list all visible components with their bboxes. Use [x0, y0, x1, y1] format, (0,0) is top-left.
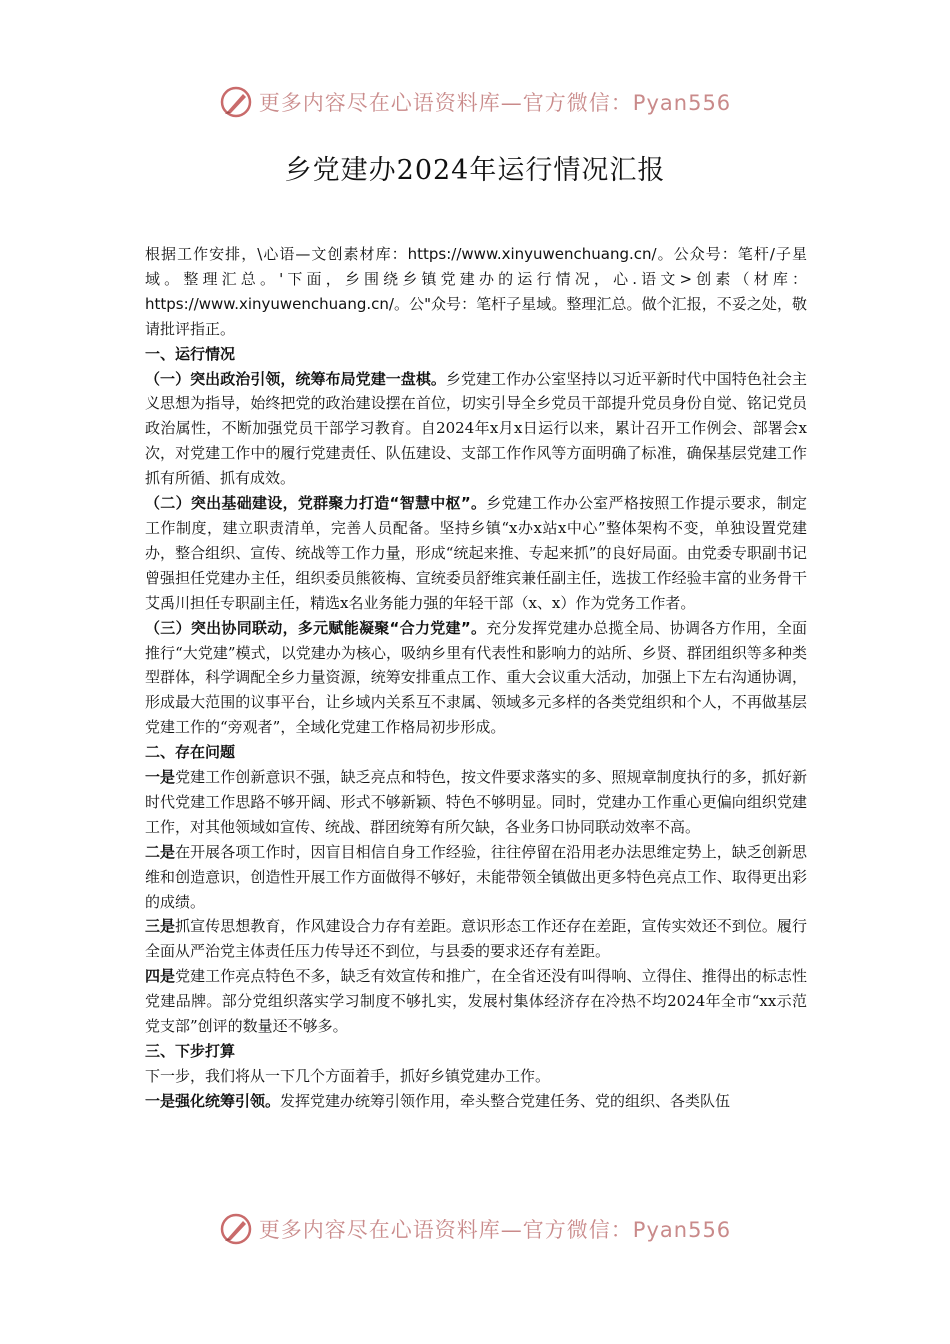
- paragraph-lead: （三）突出协同联动，多元赋能凝聚“合力党建”。: [145, 618, 487, 637]
- paragraph-lead: （二）突出基础建设，党群聚力打造“智慧中枢”。: [145, 494, 487, 513]
- paragraph-lead: 二是: [145, 842, 176, 861]
- document-body: [145, 242, 807, 1114]
- paragraph-body: 在开展各项工作时，因盲目相信自身工作经验，往往停留在沿用老办法思维定势上，缺乏创新思维和创造意识，创造性开展工作方面做得不够好，未能带领全镇做出更多特色亮点工作、取得更出彩的成绩。: [145, 842, 807, 911]
- intro-paragraph: 根据工作安排，\心语—文创素材库：https://www.xinyuwenchuang.cn/。公众号：笔杆/子星域。整理汇总。'下面，乡围绕乡镇党建办的运行情况，心.语文>创素（材库：https://www.xinyuwenchuang.cn/。公"众号：笔杆子星域。整理汇总。做个汇报，不妥之处，敬请批评指正。: [145, 245, 807, 338]
- paragraph-body: 发挥党建办统筹引领作用，牵头整合党建任务、党的组织、各类队伍: [280, 1091, 731, 1110]
- section-heading: 一、运行情况: [145, 344, 236, 363]
- watermark-text: 更多内容尽在心语资料库—官方微信：Pyan556: [258, 1218, 732, 1242]
- paragraph: [145, 1089, 807, 1114]
- paragraph-lead: 四是: [145, 967, 176, 986]
- paragraph-body: 党建工作亮点特色不多，缺乏有效宣传和推广，在全省还没有叫得响、立得住、推得出的标志性党建品牌。部分党组织落实学习制度不够扎实，发展村集体经济存在冷热不均2024年全市“xx示范党支部”创评的数量还不够多。: [145, 967, 807, 1036]
- watermark-text: 更多内容尽在心语资料库—官方微信：Pyan556: [258, 91, 732, 115]
- paragraph-body: 乡党建工作办公室坚持以习近平新时代中国特色社会主义思想为指导，始终把党的政治建设摆在首位，切实引导全乡党员干部提升党员身份自觉、铭记党员政治属性，不断加强党员干部学习教育。自2024年x月x日运行以来，累计召开工作例会、部署会x次，对党建工作中的履行党建责任、队伍建设、支部工作作风等方面明确了标准，确保基层党建工作抓有所循、抓有成效。: [145, 369, 807, 488]
- paragraph: 下一步，我们将从一下几个方面着手，抓好乡镇党建办工作。: [145, 1066, 551, 1085]
- paragraph-body: 党建工作创新意识不强，缺乏亮点和特色，按文件要求落实的多、照规章制度执行的多，抓好新时代党建工作思路不够开阔、形式不够新颖、特色不够明显。同时，党建办工作重心更偏向组织党建工作，对其他领域如宣传、统战、群团统筹有所欠缺，各业务口协同联动效率不高。: [145, 768, 807, 836]
- paragraph-lead: 三是: [145, 917, 176, 936]
- paragraph-body: 乡党建工作办公室严格按照工作提示要求，制定工作制度，建立职责清单，完善人员配备。坚持乡镇“x办x站x中心”整体架构不变，单独设置党建办，整合组织、宣传、统战等工作力量，形成“统起来推、专起来抓”的良好局面。由党委专职副书记曾强担任党建办主任，组织委员熊筱梅、宣统委员舒维宾兼任副主任，选拔工作经验丰富的业务骨干艾禹川担任专职副主任，精选x名业务能力强的年轻干部（x、x）作为党务工作者。: [145, 494, 807, 612]
- watermark-banner-bottom: [0, 1209, 950, 1249]
- paragraph: [145, 964, 807, 1039]
- watermark-banner-top: [0, 82, 950, 122]
- section-heading: 三、下步打算: [145, 1042, 236, 1060]
- paragraph: [145, 491, 807, 616]
- page-title: 乡党建办2024年运行情况汇报: [284, 155, 666, 186]
- paragraph-lead: （一）突出政治引领，统筹布局党建一盘棋。: [145, 369, 446, 388]
- paragraph: [145, 616, 807, 741]
- paragraph: [145, 367, 807, 492]
- paragraph-body: 充分发挥党建办总揽全局、协调各方作用，全面推行“大党建”模式，以党建办为核心，吸纳乡里有代表性和影响力的站所、乡贤、群团组织等多种类型群体，科学调配全乡力量资源，统筹安排重点工作、重大会议重大活动，加强上下左右沟通协调，形成最大范围的议事平台，让乡域内关系互不隶属、领域多元多样的各类党组织和个人，不再做基层党建工作的“旁观者”，全域化党建工作格局初步形成。: [145, 618, 807, 737]
- section-heading: 二、存在问题: [145, 743, 236, 762]
- paragraph-lead: 一是: [145, 768, 176, 787]
- pen-circle-logo-icon: [219, 85, 253, 119]
- paragraph-body: 抓宣传思想教育，作风建设合力存有差距。意识形态工作还存在差距，宣传实效还不到位。履行全面从严治党主体责任压力传导还不到位，与县委的要求还存有差距。: [145, 917, 807, 961]
- paragraph: [145, 765, 807, 840]
- paragraph: [145, 840, 807, 915]
- paragraph: [145, 914, 807, 964]
- paragraph-lead: 一是强化统筹引领。: [145, 1091, 281, 1110]
- pen-circle-logo-icon: [219, 1212, 253, 1246]
